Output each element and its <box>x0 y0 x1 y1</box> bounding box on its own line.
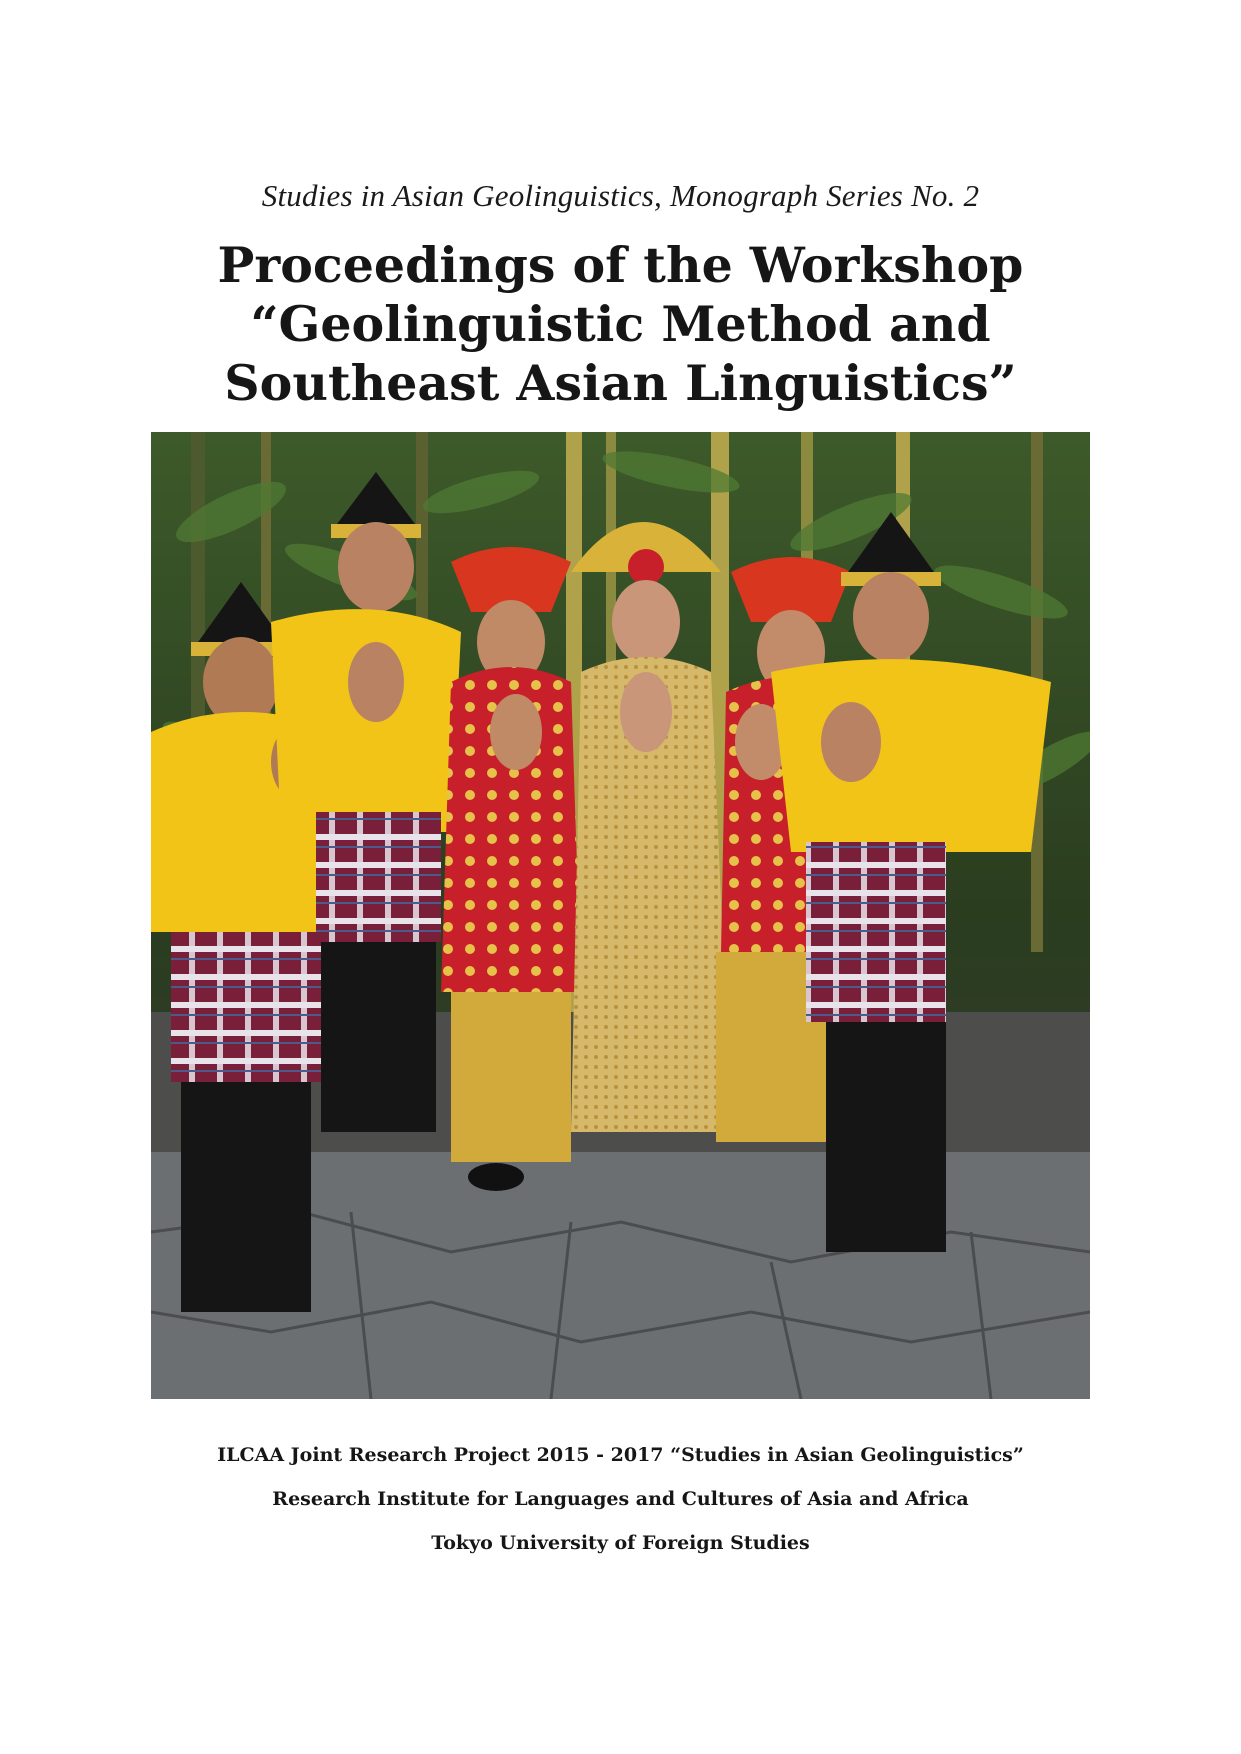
title-line-1: Proceedings of the Workshop <box>217 236 1024 294</box>
cover-photo <box>151 432 1090 1399</box>
series-title: Studies in Asian Geolinguistics, Monograph Series No. 2 <box>261 178 980 213</box>
footer-line-institute: Research Institute for Languages and Cultures of Asia and Africa <box>272 1488 969 1510</box>
publisher-block <box>0 1440 1241 1572</box>
title-line-2: “Geolinguistic Method and <box>250 295 991 353</box>
title-line-3: Southeast Asian Linguistics” <box>224 354 1017 412</box>
cover-photo-illustration <box>151 432 1090 1399</box>
book-title <box>0 236 1241 413</box>
footer-line-project: ILCAA Joint Research Project 2015 - 2017 “Studies in Asian Geolinguistics” <box>217 1444 1024 1466</box>
footer-line-university: Tokyo University of Foreign Studies <box>431 1532 810 1554</box>
